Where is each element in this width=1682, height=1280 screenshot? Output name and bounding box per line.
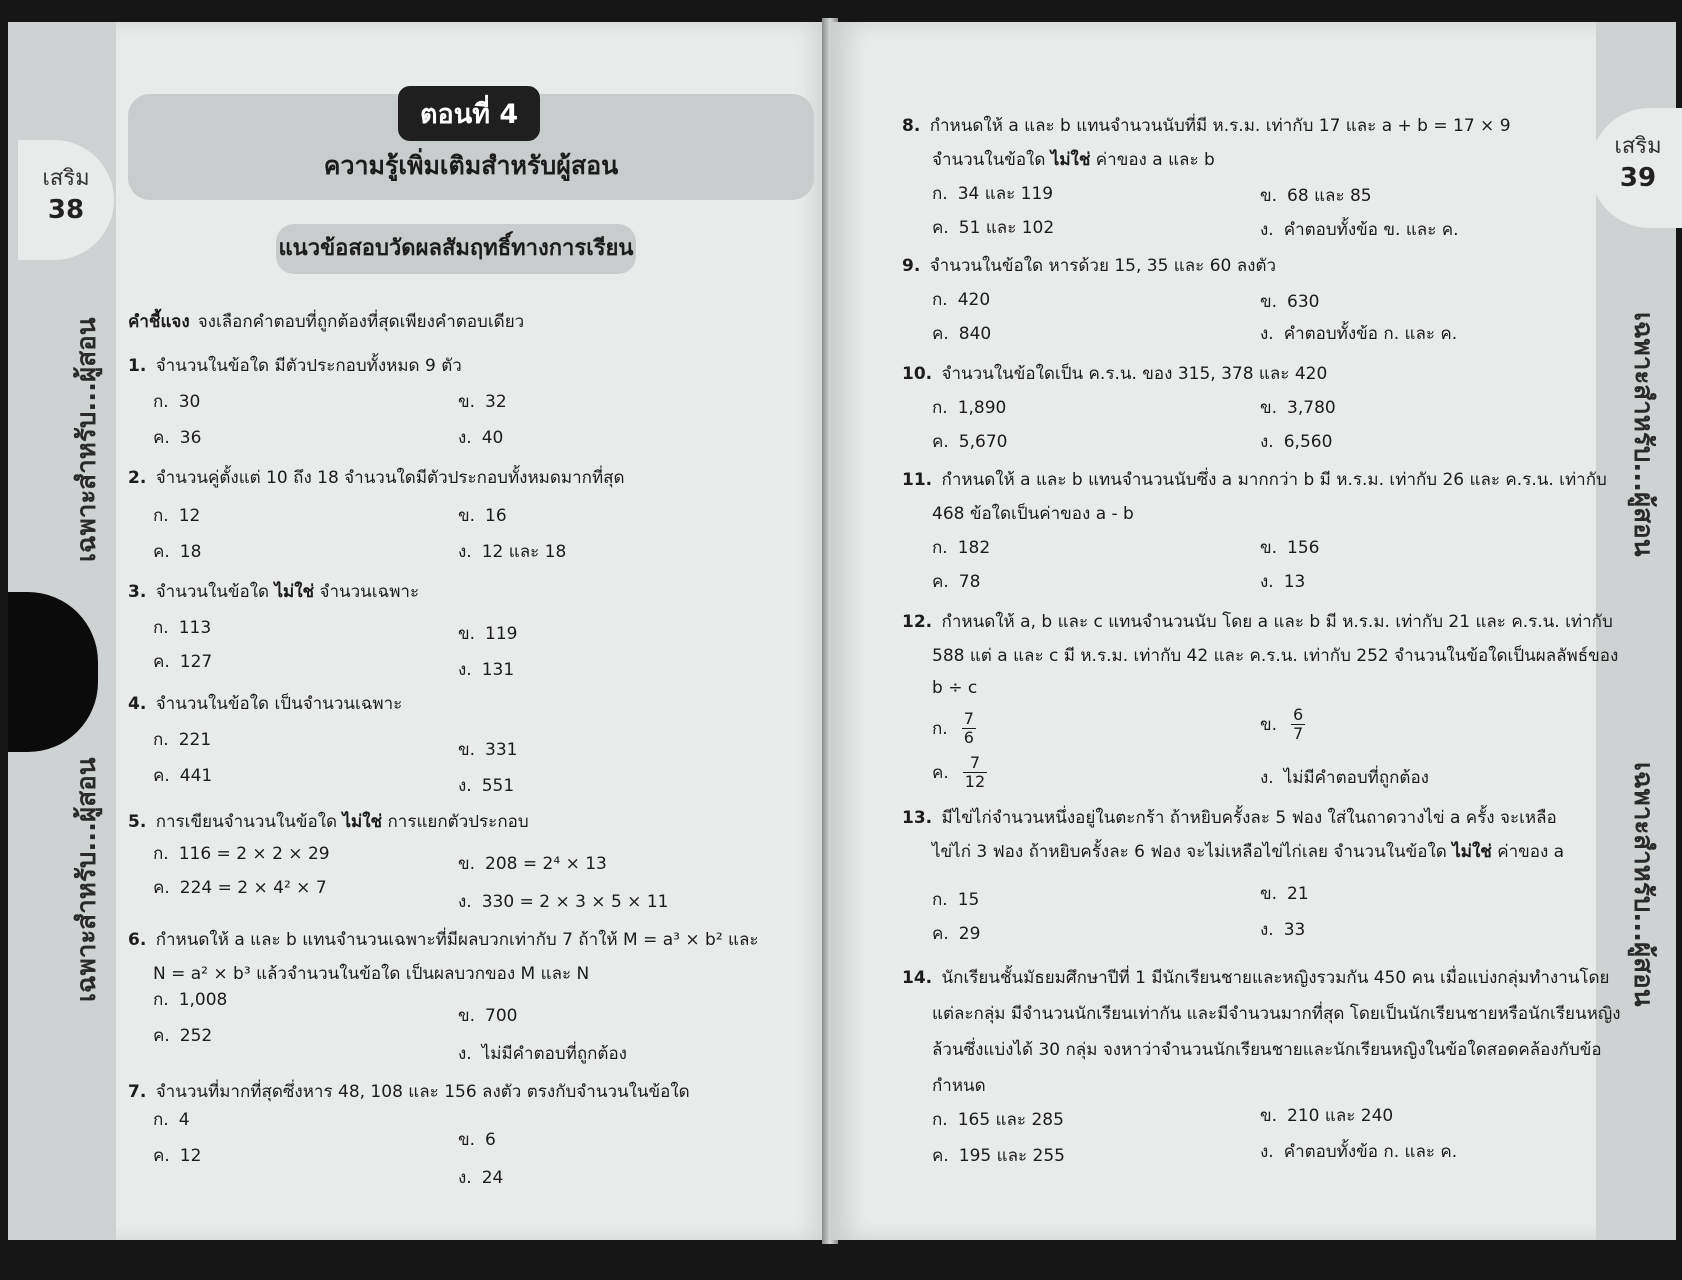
option[interactable]: ง. ไม่มีคำตอบที่ถูกต้อง: [1260, 768, 1429, 788]
option[interactable]: ก. 116 = 2 × 2 × 29: [153, 844, 330, 864]
option[interactable]: ค. 12: [153, 1146, 202, 1166]
question-3: 3. จำนวนในข้อใด ไม่ใช่ จำนวนเฉพาะ: [128, 582, 420, 602]
option[interactable]: ง. 24: [458, 1168, 504, 1188]
option[interactable]: ก. $\frac{7}{6}$: [932, 709, 974, 747]
question-8-line2: จำนวนในข้อใด ไม่ใช่ ค่าของ a และ b: [932, 150, 1215, 170]
question-2: 2. จำนวนคู่ตั้งแต่ 10 ถึง 18 จำนวนใดมีตัวประกอบทั้งหมดมากที่สุด: [128, 468, 625, 488]
option[interactable]: ข. 208 = 2⁴ × 13: [458, 854, 607, 874]
option[interactable]: ข. $\frac{6}{7}$: [1260, 705, 1304, 743]
option[interactable]: ก. 165 และ 285: [932, 1110, 1064, 1130]
question-7: 7. จำนวนที่มากที่สุดซึ่งหาร 48, 108 และ 156 ลงตัว ตรงกับจำนวนในข้อใด: [128, 1082, 690, 1102]
fraction: $\frac{6}{7}$: [1293, 705, 1304, 743]
option[interactable]: ค. 36: [153, 428, 202, 448]
option[interactable]: ข. 156: [1260, 538, 1320, 558]
option[interactable]: ก. 1,008: [153, 990, 228, 1010]
option[interactable]: ง. คำตอบทั้งข้อ ก. และ ค.: [1260, 324, 1458, 344]
question-8: 8. กำหนดให้ a และ b แทนจำนวนนับที่มี ห.ร.ม. เท่ากับ 17 และ a + b = 17 × 9: [902, 116, 1511, 136]
option[interactable]: ก. 30: [153, 392, 201, 412]
option[interactable]: ค. 78: [932, 572, 981, 592]
option[interactable]: ข. 630: [1260, 292, 1320, 312]
left-tab-word: เสริม: [42, 166, 90, 191]
option[interactable]: ง. คำตอบทั้งข้อ ก. และ ค.: [1260, 1142, 1458, 1162]
option[interactable]: ข. 6: [458, 1130, 496, 1150]
option[interactable]: ก. 1,890: [932, 398, 1007, 418]
question-9: 9. จำนวนในข้อใด หารด้วย 15, 35 และ 60 ลงตัว: [902, 256, 1277, 276]
question-12: 12. กำหนดให้ a, b และ c แทนจำนวนนับ โดย a และ b มี ห.ร.ม. เท่ากับ 21 และ ค.ร.น. เท่ากับ: [902, 612, 1613, 632]
option[interactable]: ง. 6,560: [1260, 432, 1333, 452]
option[interactable]: ข. 331: [458, 740, 518, 760]
instruction-text: จงเลือกคำตอบที่ถูกต้องที่สุดเพียงคำตอบเดียว: [197, 312, 525, 332]
option[interactable]: ก. 15: [932, 890, 980, 910]
left-side-label-top: เฉพาะสำหรับ...ผู้สอน: [72, 317, 102, 562]
option[interactable]: ง. 33: [1260, 920, 1306, 940]
question-13-line2: ไข่ไก่ 3 ฟอง ถ้าหยิบครั้งละ 6 ฟอง จะไม่เหลือไข่ไก่เลย จำนวนในข้อใด ไม่ใช่ ค่าของ a: [932, 842, 1565, 862]
option[interactable]: ค. $\frac{7}{12}$: [932, 753, 986, 791]
question-4: 4. จำนวนในข้อใด เป็นจำนวนเฉพาะ: [128, 694, 403, 714]
question-14-line2: แต่ละกลุ่ม มีจำนวนนักเรียนเท่ากัน และมีจำนวนมากที่สุด โดยเป็นนักเรียนชายหรือนักเรียนหญิง: [932, 1004, 1621, 1024]
option[interactable]: ค. 127: [153, 652, 213, 672]
option[interactable]: ก. 12: [153, 506, 201, 526]
left-page: [8, 22, 828, 1240]
option[interactable]: ง. 12 และ 18: [458, 542, 567, 562]
option[interactable]: ข. 700: [458, 1006, 518, 1026]
question-14-line3: ล้วนซึ่งแบ่งได้ 30 กลุ่ม จงหาว่าจำนวนนักเรียนชายและนักเรียนหญิงในข้อใดสอดคล้องกับข้อ: [932, 1040, 1602, 1060]
option[interactable]: ค. 18: [153, 542, 202, 562]
option[interactable]: ก. 113: [153, 618, 212, 638]
option[interactable]: ค. 840: [932, 324, 992, 344]
question-text: จำนวนในข้อใด มีตัวประกอบทั้งหมด 9 ตัว: [155, 356, 462, 376]
question-number: 1.: [128, 356, 147, 376]
fraction: $\frac{7}{6}$: [963, 709, 974, 747]
option[interactable]: ง. 40: [458, 428, 504, 448]
question-1: [128, 352, 462, 379]
option[interactable]: ค. 252: [153, 1026, 213, 1046]
option[interactable]: ค. 224 = 2 × 4² × 7: [153, 878, 327, 898]
right-page: [830, 22, 1676, 1240]
instruction-label: คำชี้แจง: [128, 312, 190, 332]
option[interactable]: ข. 3,780: [1260, 398, 1336, 418]
question-13: 13. มีไข่ไก่จำนวนหนึ่งอยู่ในตะกร้า ถ้าหยิบครั้งละ 5 ฟอง ใส่ในถาดวางไข่ a ครั้ง จะเหลือ: [902, 808, 1557, 828]
section-subtitle: ความรู้เพิ่มเติมสำหรับผู้สอน: [323, 151, 619, 180]
question-11-line2: 468 ข้อใดเป็นค่าของ a - b: [932, 504, 1134, 524]
option[interactable]: ก. 182: [932, 538, 991, 558]
option[interactable]: ข. 210 และ 240: [1260, 1106, 1394, 1126]
option[interactable]: ข. 119: [458, 624, 518, 644]
option[interactable]: ง. คำตอบทั้งข้อ ข. และ ค.: [1260, 220, 1459, 240]
option[interactable]: ข. 16: [458, 506, 507, 526]
right-tab-word: เสริม: [1614, 134, 1662, 159]
option[interactable]: ง. 330 = 2 × 3 × 5 × 11: [458, 892, 669, 912]
question-10: 10. จำนวนในข้อใดเป็น ค.ร.น. ของ 315, 378 และ 420: [902, 364, 1328, 384]
option[interactable]: ง. 131: [458, 660, 515, 680]
option[interactable]: ค. 51 และ 102: [932, 218, 1055, 238]
left-page-number: 38: [47, 195, 85, 225]
option[interactable]: ง. ไม่มีคำตอบที่ถูกต้อง: [458, 1044, 627, 1064]
exam-subheader: แนวข้อสอบวัดผลสัมฤทธิ์ทางการเรียน: [276, 224, 636, 274]
section-badge: ตอนที่ 4: [398, 86, 540, 141]
right-side-label-bottom: เฉพาะสำหรับ...ผู้สอน: [1628, 762, 1658, 1007]
option[interactable]: ค. 195 และ 255: [932, 1146, 1065, 1166]
option[interactable]: ก. 4: [153, 1110, 190, 1130]
question-14: 14. นักเรียนชั้นมัธยมศึกษาปีที่ 1 มีนักเรียนชายและหญิงรวมกัน 450 คน เมื่อแบ่งกลุ่มทำงานโดย: [902, 968, 1610, 988]
question-12-line2: 588 แต่ a และ c มี ห.ร.ม. เท่ากับ 42 และ ค.ร.น. เท่ากับ 252 จำนวนในข้อใดเป็นผลลัพธ์ของ: [932, 646, 1619, 666]
option[interactable]: ข. 68 และ 85: [1260, 186, 1372, 206]
option[interactable]: ข. 21: [1260, 884, 1309, 904]
question-6: 6. กำหนดให้ a และ b แทนจำนวนเฉพาะที่มีผลบวกเท่ากับ 7 ถ้าให้ M = a³ × b² และ: [128, 930, 759, 950]
question-14-line4: กำหนด: [932, 1076, 986, 1096]
option[interactable]: ก. 34 และ 119: [932, 184, 1054, 204]
fraction: $\frac{7}{12}$: [964, 753, 986, 791]
option[interactable]: ง. 13: [1260, 572, 1306, 592]
left-side-label-bottom: เฉพาะสำหรับ...ผู้สอน: [72, 757, 102, 1002]
right-side-label-top: เฉพาะสำหรับ...ผู้สอน: [1628, 312, 1658, 557]
instructions: [128, 308, 524, 335]
right-page-number: 39: [1619, 163, 1657, 193]
question-12-line3: b ÷ c: [932, 678, 978, 698]
option[interactable]: ก. 221: [153, 730, 212, 750]
option[interactable]: ค. 29: [932, 924, 981, 944]
option[interactable]: ค. 441: [153, 766, 213, 786]
option[interactable]: ก. 420: [932, 290, 991, 310]
question-5: 5. การเขียนจำนวนในข้อใด ไม่ใช่ การแยกตัวประกอบ: [128, 812, 529, 832]
option[interactable]: ค. 5,670: [932, 432, 1008, 452]
option[interactable]: ง. 551: [458, 776, 515, 796]
section-header: [128, 94, 814, 200]
option[interactable]: ข. 32: [458, 392, 507, 412]
question-6-line2: N = a² × b³ แล้วจำนวนในข้อใด เป็นผลบวกของ M และ N: [153, 964, 590, 984]
question-11: 11. กำหนดให้ a และ b แทนจำนวนนับซึ่ง a มากกว่า b มี ห.ร.ม. เท่ากับ 26 และ ค.ร.น. เท่ากับ: [902, 470, 1607, 490]
